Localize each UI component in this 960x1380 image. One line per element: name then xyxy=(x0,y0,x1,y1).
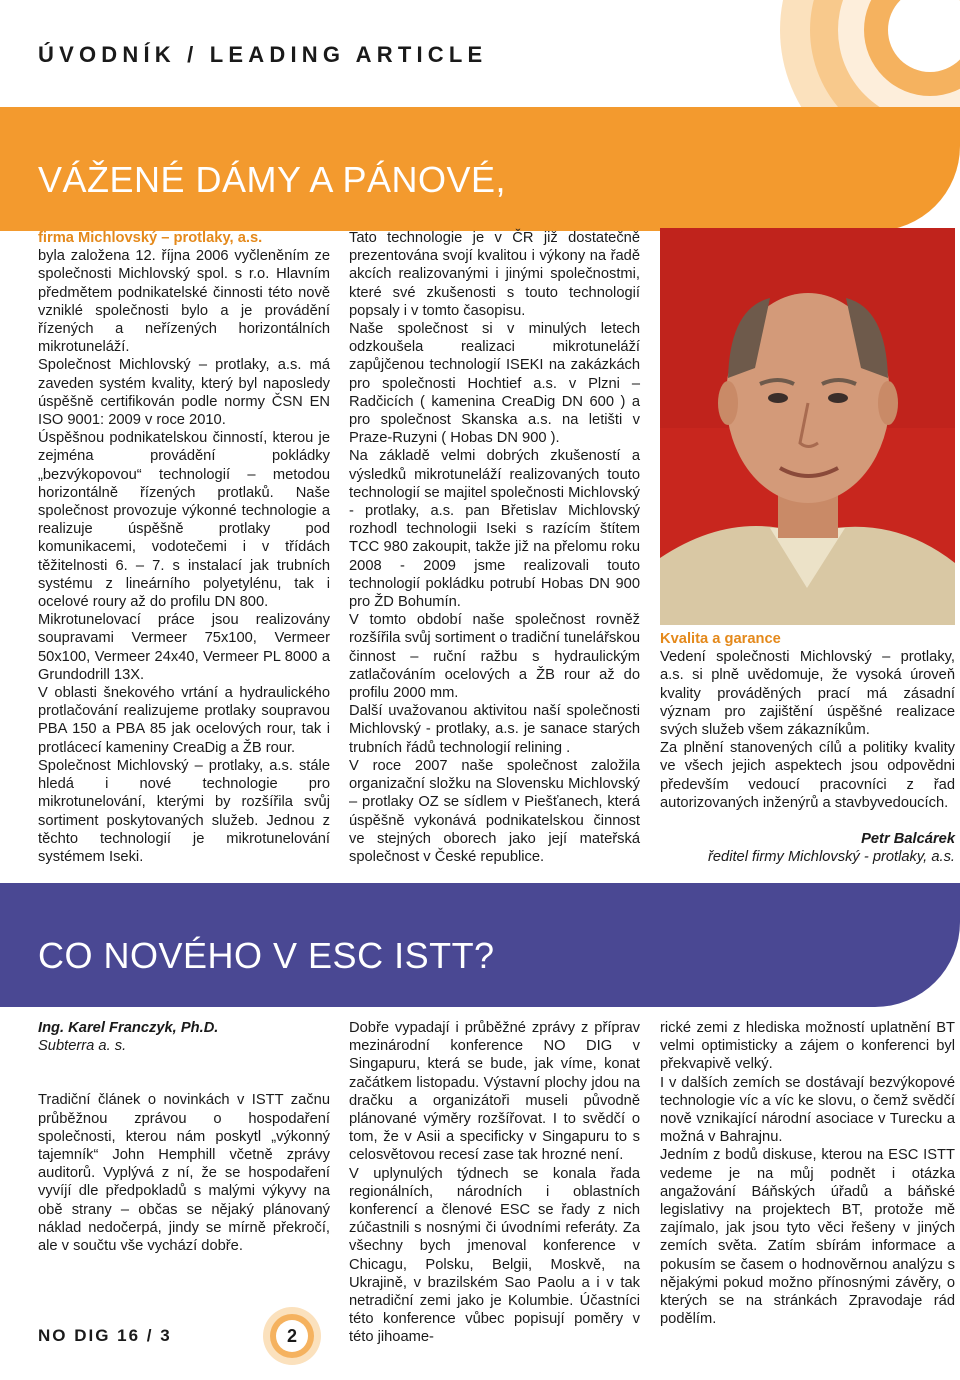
paragraph: Tato technologie je v ČR již dostatečně prezentována svojí kvalitou i výkony na řadě akcích realizovanými i jinými společnostmi, které své zkušenosti s touto technologií popsaly i v tomto časopisu. xyxy=(349,230,640,319)
section2-column-2 xyxy=(349,1019,640,1347)
paragraph: Dobře vypadají i průběžné zprávy z příprav mezinárodní konference NO DIG v Singapuru, která se bude, jak víme, konat začátkem listopadu. Výstavní plochy jdou na dračku a organizátoři museli původně plánované výměry rozšířovat. I to svědčí o tom, že v Asii a specificky v Singapuru to s celosvětovou recesí zase tak hrozné není. xyxy=(349,1020,640,1164)
paragraph: Společnost Michlovský – protlaky, a.s. má zaveden systém kvality, který byl naposledy úspěšně certifikován podle normy ČSN EN ISO 9001: 2009 v roce 2010. xyxy=(38,357,330,429)
paragraph: rické zemi z hlediska možností uplatnění BT velmi optimisticky a zájem o konferenci byl překvapivě velký. xyxy=(660,1020,955,1073)
section-label: ÚVODNÍK / LEADING ARTICLE xyxy=(38,42,488,67)
author-affiliation: Subterra a. s. xyxy=(38,1038,127,1055)
article1-column-3 xyxy=(660,630,955,866)
paragraph: byla založena 12. října 2006 vyčleněním ze společnosti Michlovský spol. s r.o. Hlavním předmětem podnikatelské činnosti této nově vzniklé společnosti bylo a je provádění řízených a neřízených horizontálních mikrotuneláží. xyxy=(38,248,330,356)
paragraph: V uplynulých týdnech se konala řada regionálních, národních i oblastních konferencí a členové ESC se řady z nich zúčastnili s nosnými či úvodními referáty. Za všechny bych jmenoval konference v Chicagu, Polsku, Belgii, Moskvě, na Ukrajině, v brazilském Sao Paolu a i v tak netradiční zemi jako je Kolumbie. Účastníci této konference vůbec popisují poměry v této jihoame- xyxy=(349,1165,640,1346)
paragraph: Mikrotunelovací práce jsou realizovány soupravami Vermeer 75x100, Vermeer 50x100, Vermeer 24x40, Vermeer PL 8000 a Grundodrill 13X. xyxy=(38,612,330,683)
paragraph: Vedení společnosti Michlovský – protlaky, a.s. si plně uvědomuje, že vysoká úroveň kvality prováděných prací má zásadní význam pro zajištění úspěšné realizace svých služeb všem zákazníkům. xyxy=(660,649,955,739)
paragraph: V oblasti šnekového vrtání a hydraulického protlačování realizujeme protlaky soupravou PBA 150 a PBA 85 jak ocelových rour, tak i protlácecí kameniny CreaDig a ŽB rour. xyxy=(38,685,330,756)
paragraph: Společnost Michlovský – protlaky, a.s. stále hledá i nové technologie pro mikrotunelování, kterými by rozšířila svůj sortiment poskytovaných služeb. Jednou z těchto technologií je mikrotunelování systémem Iseki. xyxy=(38,757,330,865)
page-number: 2 xyxy=(286,1325,297,1346)
paragraph: Další uvažovanou aktivitou naší společnosti Michlovský - protlaky, a.s. je sanace starých trubních řádů technologií relining . xyxy=(349,703,640,756)
signature-role: ředitel firmy Michlovský - protlaky, a.s. xyxy=(707,849,955,866)
author-portrait xyxy=(660,228,955,625)
article1-column-1 xyxy=(38,229,330,866)
article1-lead: firma Michlovský – protlaky, a.s. xyxy=(38,230,263,246)
article-title: VÁŽENÉ DÁMY A PÁNOVÉ, xyxy=(38,159,506,200)
title-banner xyxy=(0,107,960,231)
paragraph: Na základě velmi dobrých zkušeností a výsledků mikrotuneláží realizovaných touto technologií se majitel společnosti Michlovský - protlaky, a.s. pan Břetislav Michlovský rozhodl technologii Iseki s razícím štítem TCC 980 zakoupit, takže již na přelomu roku 2008 - 2009 jsme realizovali touto technologií pokládku potrubí Hobas DN 900 pro ŽD Bohumín. xyxy=(349,448,640,611)
section2-title: CO NOVÉHO V ESC ISTT? xyxy=(38,935,495,976)
issue-label: NO DIG 16 / 3 xyxy=(38,1326,172,1345)
paragraph: Jedním z bodů diskuse, kterou na ESC ISTT vedeme je na můj podnět i otázka angažování Báňských úřadů a báňské legislativy na projektech BT, protože mě zajímalo, jak jsou tyto věci řešeny v jiných zemích světa. Zatím sbírám informace a pokusím se časem o hodnověrnou analýzu s nějakými pokud možno přínosnými závěry, o kterých se na stránkách Zpravodaje rád podělím. xyxy=(660,1147,955,1328)
portrait-illustration xyxy=(660,228,955,625)
article1-column-2 xyxy=(349,229,640,866)
paragraph: Naše společnost si v minulých letech odzkoušela realizaci mikrotuneláží zapůjčenou technologií ISEKI na zakázkách pro společnosti Hochtief a.s. v Plzni – Radčicích ( kamenina CreaDig DN 600 ) a pro společnost Skanska a.s. na letišti v Praze-Ruzyni ( Hobas DN 900 ). xyxy=(349,321,640,447)
paragraph: V roce 2007 naše společnost založila organizační složku na Slovensku Michlovský – protlaky OZ se sídlem v Piešťanech, která úspěšně vykonává podnikatelskou činnost ve stejných oborech jako její mateřská společnost v České republice. xyxy=(349,757,640,865)
paragraph: Úspěšnou podnikatelskou činností, kterou je zejména provádění pokládky „bezvýkopovou“ technologií – metodou horizontálně řízených protlaků. Naše společnost provozuje výkonné technologie a realizuje úspěšně protlaky pod komunikacemi, vodotečemi i v třídách těžitelnosti 6. – 7. s instalací jak trubních systému z lineárního polyetylénu, tak i ocelové roury až do profilu DN 800. xyxy=(38,430,330,611)
signature-name: Petr Balcárek xyxy=(861,831,955,848)
paragraph: Tradiční článek o novinkách v ISTT začnu průběžnou zprávou o hospodaření společnosti, kterou nám poskytl „výkonný tajemník“ John Hemphill včetně zprávy auditorů. Vyplývá z ní, že se hospodaření vyvíjí dle předpokladů s malými výkyvy na obě strany – občas se nějaký plánovaný náklad nedočerpá, jindy se mírně překročí, ale v součtu vše vychází dobře. xyxy=(38,1092,330,1255)
quality-heading: Kvalita a garance xyxy=(660,631,781,647)
page-number-badge xyxy=(262,1306,322,1366)
paragraph: Za plnění stanovených cílů a politiky kvality ve všech jejich aspektech jsou odpovědni především vedoucí pracovníci z řad autorizovaných inženýrů a stavbyvedoucích. xyxy=(660,740,955,811)
section2-column-3 xyxy=(660,1019,955,1328)
section2-banner xyxy=(0,883,960,1007)
paragraph: V tomto období naše společnost rovněž rozšířila svůj sortiment o tradiční tunelářskou činnost – ruční ražbu s hydraulickým zatlačováním ocelových a ŽB rour až do profilu 2000 mm. xyxy=(349,612,640,702)
section2-column-1 xyxy=(38,1019,330,1255)
author-name: Ing. Karel Franczyk, Ph.D. xyxy=(38,1020,219,1036)
paragraph: I v dalších zemích se dostávají bezvýkopové technologie víc a víc ke slovu, o čemž svědčí nově vznikající národní asociace v Turecku a možná v Bahrajnu. xyxy=(660,1074,955,1146)
